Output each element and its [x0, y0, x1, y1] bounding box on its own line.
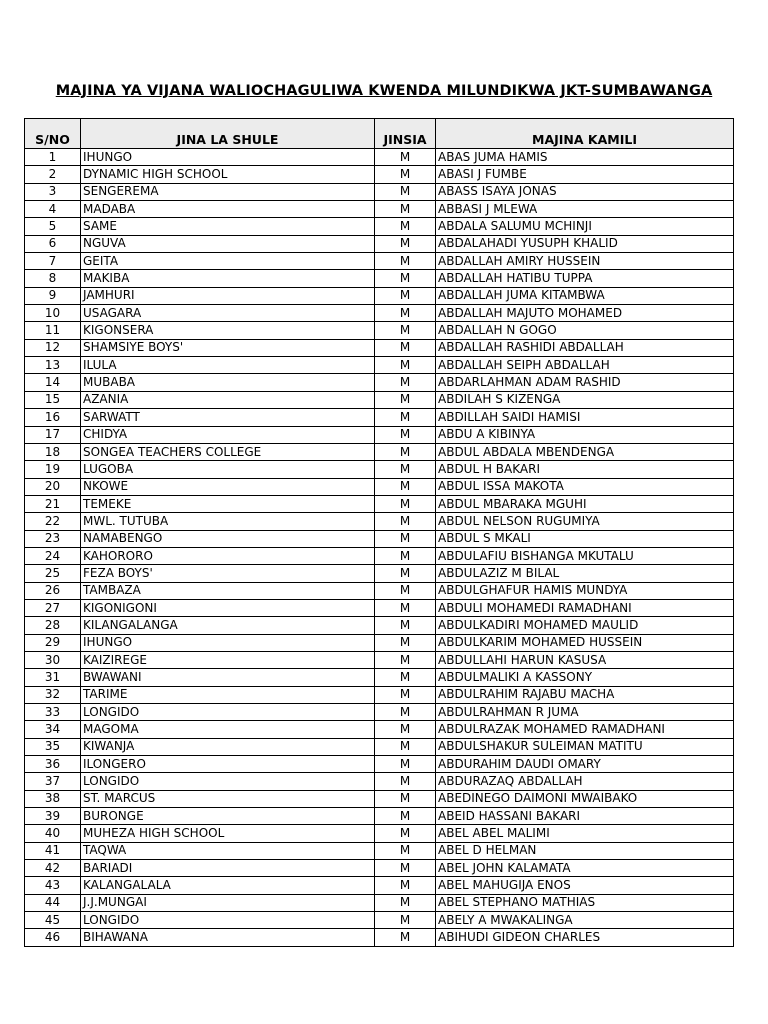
row-gender: M [375, 305, 436, 322]
row-full-name: ABEID HASSANI BAKARI [436, 808, 734, 825]
row-sno: 17 [25, 426, 81, 443]
row-full-name: ABDUL ISSA MAKOTA [436, 478, 734, 495]
row-school: ST. MARCUS [81, 790, 375, 807]
table-row [25, 322, 734, 339]
row-full-name: ABDALAHADI YUSUPH KHALID [436, 235, 734, 252]
header-school: JINA LA SHULE [81, 119, 375, 149]
row-school: KAHORORO [81, 547, 375, 564]
table-row [25, 565, 734, 582]
table-row [25, 738, 734, 755]
row-sno: 11 [25, 322, 81, 339]
row-school: MAGOMA [81, 721, 375, 738]
header-sno: S/NO [25, 119, 81, 149]
table-row [25, 478, 734, 495]
row-sno: 41 [25, 842, 81, 859]
row-full-name: ABDULAFIU BISHANGA MKUTALU [436, 547, 734, 564]
header-gender: JINSIA [375, 119, 436, 149]
row-full-name: ABDULKADIRI MOHAMED MAULID [436, 617, 734, 634]
row-school: SHAMSIYE BOYS' [81, 339, 375, 356]
row-gender: M [375, 651, 436, 668]
row-sno: 15 [25, 391, 81, 408]
row-sno: 42 [25, 860, 81, 877]
row-school: NKOWE [81, 478, 375, 495]
row-full-name: ABDUL S MKALI [436, 530, 734, 547]
table-row [25, 530, 734, 547]
row-full-name: ABDUL NELSON RUGUMIYA [436, 513, 734, 530]
row-gender: M [375, 443, 436, 460]
table-row [25, 582, 734, 599]
row-sno: 2 [25, 166, 81, 183]
row-sno: 29 [25, 634, 81, 651]
table-row [25, 166, 734, 183]
row-school: LONGIDO [81, 704, 375, 721]
row-sno: 13 [25, 357, 81, 374]
row-school: LUGOBA [81, 461, 375, 478]
row-gender: M [375, 166, 436, 183]
row-sno: 35 [25, 738, 81, 755]
row-sno: 38 [25, 790, 81, 807]
row-gender: M [375, 270, 436, 287]
table-row [25, 183, 734, 200]
row-gender: M [375, 149, 436, 166]
table-row [25, 374, 734, 391]
row-sno: 8 [25, 270, 81, 287]
row-school: BWAWANI [81, 669, 375, 686]
row-school: KIGONSERA [81, 322, 375, 339]
row-gender: M [375, 773, 436, 790]
row-school: SARWATT [81, 409, 375, 426]
table-row [25, 409, 734, 426]
row-gender: M [375, 825, 436, 842]
row-full-name: ABAS JUMA HAMIS [436, 149, 734, 166]
row-sno: 33 [25, 704, 81, 721]
row-school: NGUVA [81, 235, 375, 252]
row-gender: M [375, 808, 436, 825]
row-gender: M [375, 201, 436, 218]
row-gender: M [375, 860, 436, 877]
row-full-name: ABELY A MWAKALINGA [436, 912, 734, 929]
row-sno: 40 [25, 825, 81, 842]
table-row [25, 547, 734, 564]
row-full-name: ABDILAH S KIZENGA [436, 391, 734, 408]
row-full-name: ABDULAZIZ M BILAL [436, 565, 734, 582]
row-full-name: ABBASI J MLEWA [436, 201, 734, 218]
row-school: MUBABA [81, 374, 375, 391]
row-school: IHUNGO [81, 149, 375, 166]
row-school: LONGIDO [81, 912, 375, 929]
row-full-name: ABIHUDI GIDEON CHARLES [436, 929, 734, 946]
row-full-name: ABDARLAHMAN ADAM RASHID [436, 374, 734, 391]
row-sno: 37 [25, 773, 81, 790]
row-school: TAQWA [81, 842, 375, 859]
row-gender: M [375, 704, 436, 721]
table-row [25, 513, 734, 530]
row-full-name: ABDULLAHI HARUN KASUSA [436, 651, 734, 668]
row-full-name: ABDULI MOHAMEDI RAMADHANI [436, 599, 734, 616]
table-body [25, 149, 734, 947]
row-gender: M [375, 253, 436, 270]
row-school: MUHEZA HIGH SCHOOL [81, 825, 375, 842]
row-full-name: ABDALLAH JUMA KITAMBWA [436, 287, 734, 304]
row-school: CHIDYA [81, 426, 375, 443]
row-school: J.J.MUNGAI [81, 894, 375, 911]
row-full-name: ABDUL H BAKARI [436, 461, 734, 478]
table-row [25, 149, 734, 166]
row-school: TAMBAZA [81, 582, 375, 599]
row-full-name: ABDULRAHMAN R JUMA [436, 704, 734, 721]
table-row [25, 287, 734, 304]
row-full-name: ABEL ABEL MALIMI [436, 825, 734, 842]
row-gender: M [375, 287, 436, 304]
row-school: ILONGERO [81, 756, 375, 773]
row-sno: 1 [25, 149, 81, 166]
row-full-name: ABDURAZAQ ABDALLAH [436, 773, 734, 790]
row-full-name: ABDALLAH N GOGO [436, 322, 734, 339]
row-gender: M [375, 218, 436, 235]
row-school: KALANGALALA [81, 877, 375, 894]
table-row [25, 790, 734, 807]
row-gender: M [375, 634, 436, 651]
row-gender: M [375, 721, 436, 738]
row-school: TARIME [81, 686, 375, 703]
row-sno: 19 [25, 461, 81, 478]
table-row [25, 634, 734, 651]
row-sno: 31 [25, 669, 81, 686]
row-sno: 36 [25, 756, 81, 773]
row-full-name: ABDALLAH AMIRY HUSSEIN [436, 253, 734, 270]
row-school: SONGEA TEACHERS COLLEGE [81, 443, 375, 460]
row-sno: 43 [25, 877, 81, 894]
row-full-name: ABASS ISAYA JONAS [436, 183, 734, 200]
header-full-name: MAJINA KAMILI [436, 119, 734, 149]
row-full-name: ABASI J FUMBE [436, 166, 734, 183]
table-row [25, 495, 734, 512]
table-row [25, 339, 734, 356]
row-full-name: ABEDINEGO DAIMONI MWAIBAKO [436, 790, 734, 807]
row-school: MADABA [81, 201, 375, 218]
row-sno: 20 [25, 478, 81, 495]
table-header-row [25, 119, 734, 149]
table-row [25, 253, 734, 270]
row-full-name: ABDU A KIBINYA [436, 426, 734, 443]
row-school: BARIADI [81, 860, 375, 877]
row-school: LONGIDO [81, 773, 375, 790]
table-row [25, 773, 734, 790]
row-sno: 9 [25, 287, 81, 304]
row-sno: 34 [25, 721, 81, 738]
table-row [25, 357, 734, 374]
row-school: SAME [81, 218, 375, 235]
row-school: USAGARA [81, 305, 375, 322]
row-school: ILULA [81, 357, 375, 374]
row-full-name: ABDULKARIM MOHAMED HUSSEIN [436, 634, 734, 651]
row-full-name: ABDULRAZAK MOHAMED RAMADHANI [436, 721, 734, 738]
row-school: MWL. TUTUBA [81, 513, 375, 530]
row-full-name: ABDULGHAFUR HAMIS MUNDYA [436, 582, 734, 599]
row-gender: M [375, 599, 436, 616]
row-gender: M [375, 530, 436, 547]
table-row [25, 929, 734, 946]
row-full-name: ABDULMALIKI A KASSONY [436, 669, 734, 686]
row-gender: M [375, 738, 436, 755]
row-full-name: ABDUL ABDALA MBENDENGA [436, 443, 734, 460]
row-sno: 6 [25, 235, 81, 252]
row-full-name: ABDALLAH MAJUTO MOHAMED [436, 305, 734, 322]
row-sno: 14 [25, 374, 81, 391]
document-title-text: MAJINA YA VIJANA WALIOCHAGULIWA KWENDA MILUNDIKWA JKT-SUMBAWANGA [55, 83, 713, 99]
row-gender: M [375, 565, 436, 582]
row-full-name: ABDUL MBARAKA MGUHI [436, 495, 734, 512]
row-school: GEITA [81, 253, 375, 270]
row-gender: M [375, 513, 436, 530]
table-row [25, 305, 734, 322]
row-sno: 25 [25, 565, 81, 582]
row-sno: 23 [25, 530, 81, 547]
table-row [25, 860, 734, 877]
row-school: NAMABENGO [81, 530, 375, 547]
row-full-name: ABEL JOHN KALAMATA [436, 860, 734, 877]
row-school: KIGONIGONI [81, 599, 375, 616]
table-row [25, 218, 734, 235]
row-sno: 22 [25, 513, 81, 530]
row-full-name: ABEL MAHUGIJA ENOS [436, 877, 734, 894]
row-gender: M [375, 461, 436, 478]
row-gender: M [375, 357, 436, 374]
row-gender: M [375, 912, 436, 929]
row-gender: M [375, 582, 436, 599]
table-row [25, 651, 734, 668]
row-gender: M [375, 894, 436, 911]
row-sno: 26 [25, 582, 81, 599]
row-full-name: ABDULSHAKUR SULEIMAN MATITU [436, 738, 734, 755]
row-school: MAKIBA [81, 270, 375, 287]
row-gender: M [375, 322, 436, 339]
row-sno: 30 [25, 651, 81, 668]
row-sno: 12 [25, 339, 81, 356]
row-gender: M [375, 235, 436, 252]
row-full-name: ABDULRAHIM RAJABU MACHA [436, 686, 734, 703]
row-gender: M [375, 790, 436, 807]
row-gender: M [375, 686, 436, 703]
row-gender: M [375, 617, 436, 634]
row-gender: M [375, 756, 436, 773]
table-row [25, 235, 734, 252]
row-full-name: ABDALLAH SEIPH ABDALLAH [436, 357, 734, 374]
row-sno: 46 [25, 929, 81, 946]
table-row [25, 443, 734, 460]
row-full-name: ABEL D HELMAN [436, 842, 734, 859]
row-school: FEZA BOYS' [81, 565, 375, 582]
row-gender: M [375, 374, 436, 391]
table-row [25, 877, 734, 894]
row-school: KILANGALANGA [81, 617, 375, 634]
row-sno: 3 [25, 183, 81, 200]
row-school: BURONGE [81, 808, 375, 825]
row-full-name: ABDALLAH RASHIDI ABDALLAH [436, 339, 734, 356]
row-school: DYNAMIC HIGH SCHOOL [81, 166, 375, 183]
row-sno: 28 [25, 617, 81, 634]
row-gender: M [375, 391, 436, 408]
table-row [25, 842, 734, 859]
row-full-name: ABDURAHIM DAUDI OMARY [436, 756, 734, 773]
row-sno: 32 [25, 686, 81, 703]
table-row [25, 894, 734, 911]
row-sno: 18 [25, 443, 81, 460]
row-sno: 21 [25, 495, 81, 512]
row-sno: 24 [25, 547, 81, 564]
table-row [25, 599, 734, 616]
row-gender: M [375, 426, 436, 443]
row-school: BIHAWANA [81, 929, 375, 946]
table-row [25, 669, 734, 686]
row-gender: M [375, 877, 436, 894]
table-row [25, 912, 734, 929]
row-gender: M [375, 409, 436, 426]
row-school: KIWANJA [81, 738, 375, 755]
row-full-name: ABDILLAH SAIDI HAMISI [436, 409, 734, 426]
row-school: IHUNGO [81, 634, 375, 651]
table-row [25, 461, 734, 478]
table-row [25, 721, 734, 738]
row-gender: M [375, 495, 436, 512]
row-full-name: ABEL STEPHANO MATHIAS [436, 894, 734, 911]
row-school: SENGEREMA [81, 183, 375, 200]
row-sno: 4 [25, 201, 81, 218]
row-gender: M [375, 547, 436, 564]
row-full-name: ABDALA SALUMU MCHINJI [436, 218, 734, 235]
row-sno: 16 [25, 409, 81, 426]
row-sno: 5 [25, 218, 81, 235]
row-school: TEMEKE [81, 495, 375, 512]
row-school: JAMHURI [81, 287, 375, 304]
row-sno: 45 [25, 912, 81, 929]
row-sno: 10 [25, 305, 81, 322]
document-title [0, 83, 768, 99]
row-gender: M [375, 842, 436, 859]
table-row [25, 704, 734, 721]
students-table [24, 118, 734, 947]
row-gender: M [375, 669, 436, 686]
table-row [25, 391, 734, 408]
table-row [25, 426, 734, 443]
row-sno: 44 [25, 894, 81, 911]
row-gender: M [375, 478, 436, 495]
row-gender: M [375, 339, 436, 356]
table-row [25, 756, 734, 773]
row-sno: 27 [25, 599, 81, 616]
table-row [25, 617, 734, 634]
row-gender: M [375, 183, 436, 200]
row-full-name: ABDALLAH HATIBU TUPPA [436, 270, 734, 287]
table-row [25, 270, 734, 287]
row-school: AZANIA [81, 391, 375, 408]
row-sno: 7 [25, 253, 81, 270]
table-row [25, 686, 734, 703]
row-school: KAIZIREGE [81, 651, 375, 668]
row-gender: M [375, 929, 436, 946]
table-row [25, 808, 734, 825]
table-row [25, 825, 734, 842]
row-sno: 39 [25, 808, 81, 825]
table-row [25, 201, 734, 218]
